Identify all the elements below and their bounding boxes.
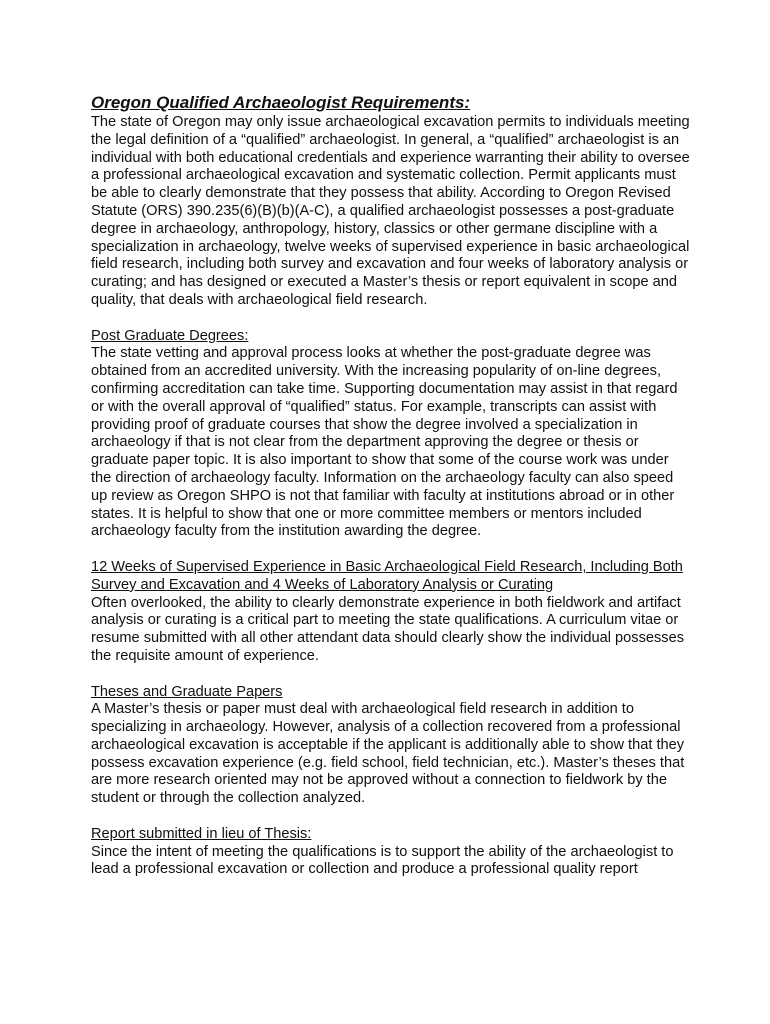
document-page [91, 93, 691, 879]
section-body: A Master’s thesis or paper must deal with archaeological field research in addition to specializing in archaeology. However, analysis of a collection recovered from a professional archaeological excavation is acceptable if the applicant is additionally able to show that they possess excavation experience (e.g. field school, field technician, etc.). Master’s theses that are more research oriented may not be approved without a connection to fieldwork by the student or through the collection analyzed. [91, 701, 685, 807]
section-body: Since the intent of meeting the qualifications is to support the ability of the archaeologist to lead a professional excavation or collection and produce a professional quality report [91, 843, 674, 878]
intro-paragraph: The state of Oregon may only issue archaeological excavation permits to individuals meeting the legal definition of a “qualified” archaeologist. In general, a “qualified” archaeologist is an individual with both educational credentials and experience warranting their ability to oversee a professional archaeological excavation and systematic collection. Permit applicants must be able to clearly demonstrate that they possess that ability. According to Oregon Revised Statute (ORS) 390.235(6)(B)(b)(A-C), a qualified archaeologist possesses a post-graduate degree in archaeology, anthropology, history, classics or other germane discipline with a specialization in archaeology, twelve weeks of supervised experience in basic archaeological field research, including both survey and excavation and four weeks of laboratory analysis or curating; and has designed or executed a Master’s thesis or report equivalent in scope and quality, that deals with archaeological field research. [91, 114, 690, 308]
section-supervised-experience [91, 559, 691, 666]
section-body: The state vetting and approval process looks at whether the post-graduate degree was obtained from an accredited university. With the increasing popularity of on-line degrees, confirming accreditation can take time. Supporting documentation may assist in that regard or with the overall approval of “qualified” status. For example, transcripts can assist with providing proof of graduate courses that show the degree involved a specialization in archaeology if that is not clear from the department approving the degree or thesis or graduate paper topic. It is also important to show that some of the course work was under the direction of archaeology faculty. Information on the archaeology faculty can also speed up review as Oregon SHPO is not that familiar with faculty at institutions abroad or in other states. It is helpful to show that one or more committee members or mentors included archaeology faculty from the institution awarding the degree. [91, 345, 678, 540]
section-report-in-lieu-of-thesis [91, 826, 691, 879]
document-title: Oregon Qualified Archaeologist Requirements: [91, 93, 471, 112]
section-heading: Theses and Graduate Papers [91, 683, 283, 700]
section-heading: Report submitted in lieu of Thesis: [91, 825, 312, 842]
section-post-graduate-degrees [91, 328, 691, 542]
section-heading: Post Graduate Degrees: [91, 327, 249, 344]
section-theses-graduate-papers [91, 684, 691, 809]
section-heading: 12 Weeks of Supervised Experience in Basic Archaeological Field Research, Including Both Survey and Excavation and 4 Weeks of Laboratory Analysis or Curating [91, 558, 683, 593]
section-body: Often overlooked, the ability to clearly demonstrate experience in both fieldwork and artifact analysis or curating is a critical part to meeting the state qualifications. A curriculum vitae or resume submitted with all other attendant data should clearly show the individual possesses the requisite amount of experience. [91, 594, 684, 664]
